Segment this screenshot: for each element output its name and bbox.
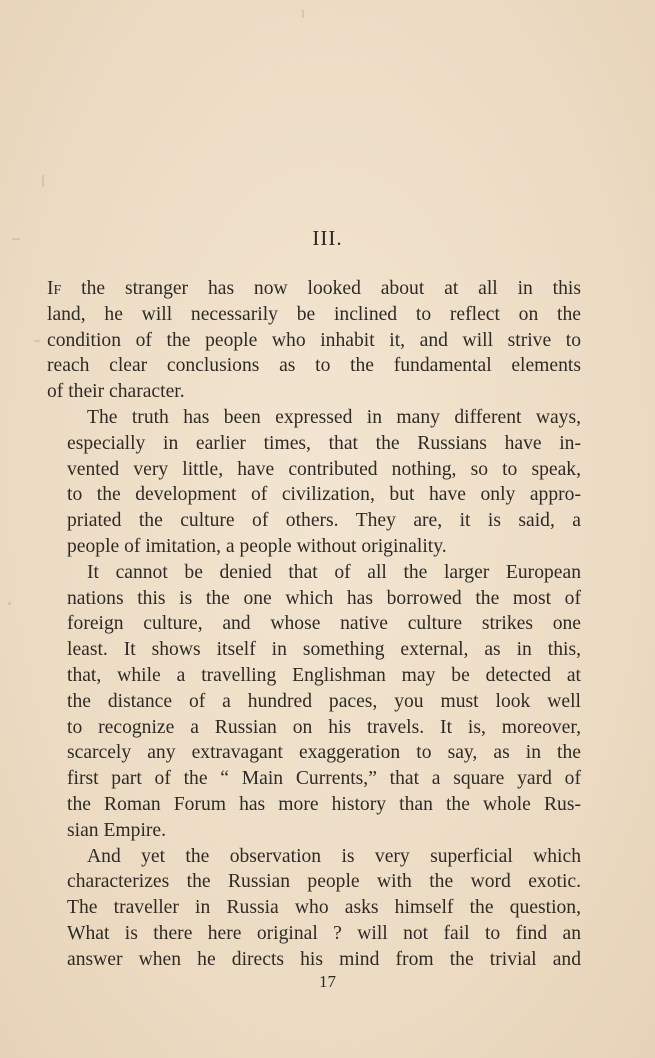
paragraph-3 (47, 560, 581, 844)
text-line: the distance of a hundred paces, you must look well (67, 690, 581, 712)
paper-speck (34, 340, 40, 342)
text-line: vented very little, have contributed nothing, so to speak, (67, 458, 581, 480)
text-line: scarcely any extravagant exaggeration to say, as in the (67, 742, 581, 764)
text-line: characterizes the Russian people with the word exotic. (67, 871, 581, 893)
text-line: foreign culture, and whose native culture strikes one (67, 613, 581, 635)
page-number: 17 (319, 972, 336, 991)
paragraph-4 (47, 844, 581, 973)
text-line: reach clear conclusions as to the fundamental elements (47, 355, 581, 377)
text-line: the Roman Forum has more history than the whole Rus- (67, 793, 581, 815)
text-line: The traveller in Russia who asks himself the question, (67, 897, 581, 919)
text-line: of their character. (47, 381, 185, 403)
paper-speck (42, 175, 44, 187)
paper-speck (8, 602, 11, 605)
text-line: people of imitation, a people without originality. (67, 535, 447, 557)
chapter-heading: III. (312, 226, 343, 250)
text-line (47, 276, 581, 302)
text-line: And yet the observation is very superficial which (87, 845, 581, 867)
paper-speck (302, 10, 304, 18)
text-line: answer when he directs his mind from the trivial and (67, 948, 581, 970)
drop-cap (47, 278, 61, 299)
text-line: least. It shows itself in something external, as in this, (67, 639, 581, 661)
text-line: priated the culture of others. They are, it is said, a (67, 510, 581, 532)
text-line: that, while a travelling Englishman may be detected at (67, 664, 581, 686)
paper-speck (12, 238, 20, 240)
text-line: especially in earlier times, that the Russians have in- (67, 432, 581, 454)
text-line: to recognize a Russian on his travels. It is, moreover, (67, 716, 581, 738)
text-line: to the development of civilization, but have only appro- (67, 484, 581, 506)
drop-cap-text: If (47, 278, 62, 299)
text-line: sian Empire. (67, 819, 167, 841)
text-line-content: the stranger has now looked about at all in this (61, 278, 581, 299)
text-line: What is there here original ? will not fail to find an (67, 922, 581, 944)
paragraph-2 (47, 405, 581, 560)
text-line: condition of the people who inhabit it, and will strive to (47, 329, 581, 351)
text-line: The truth has been expressed in many different ways, (87, 406, 581, 428)
text-line: It cannot be denied that of all the larger European (87, 561, 581, 583)
text-line: land, he will necessarily be inclined to reflect on the (47, 303, 581, 325)
text-line: nations this is the one which has borrowed the most of (67, 587, 581, 609)
paragraph-1 (47, 276, 581, 405)
body-text (47, 276, 581, 973)
text-line: first part of the “ Main Currents,” that a square yard of (67, 768, 581, 790)
